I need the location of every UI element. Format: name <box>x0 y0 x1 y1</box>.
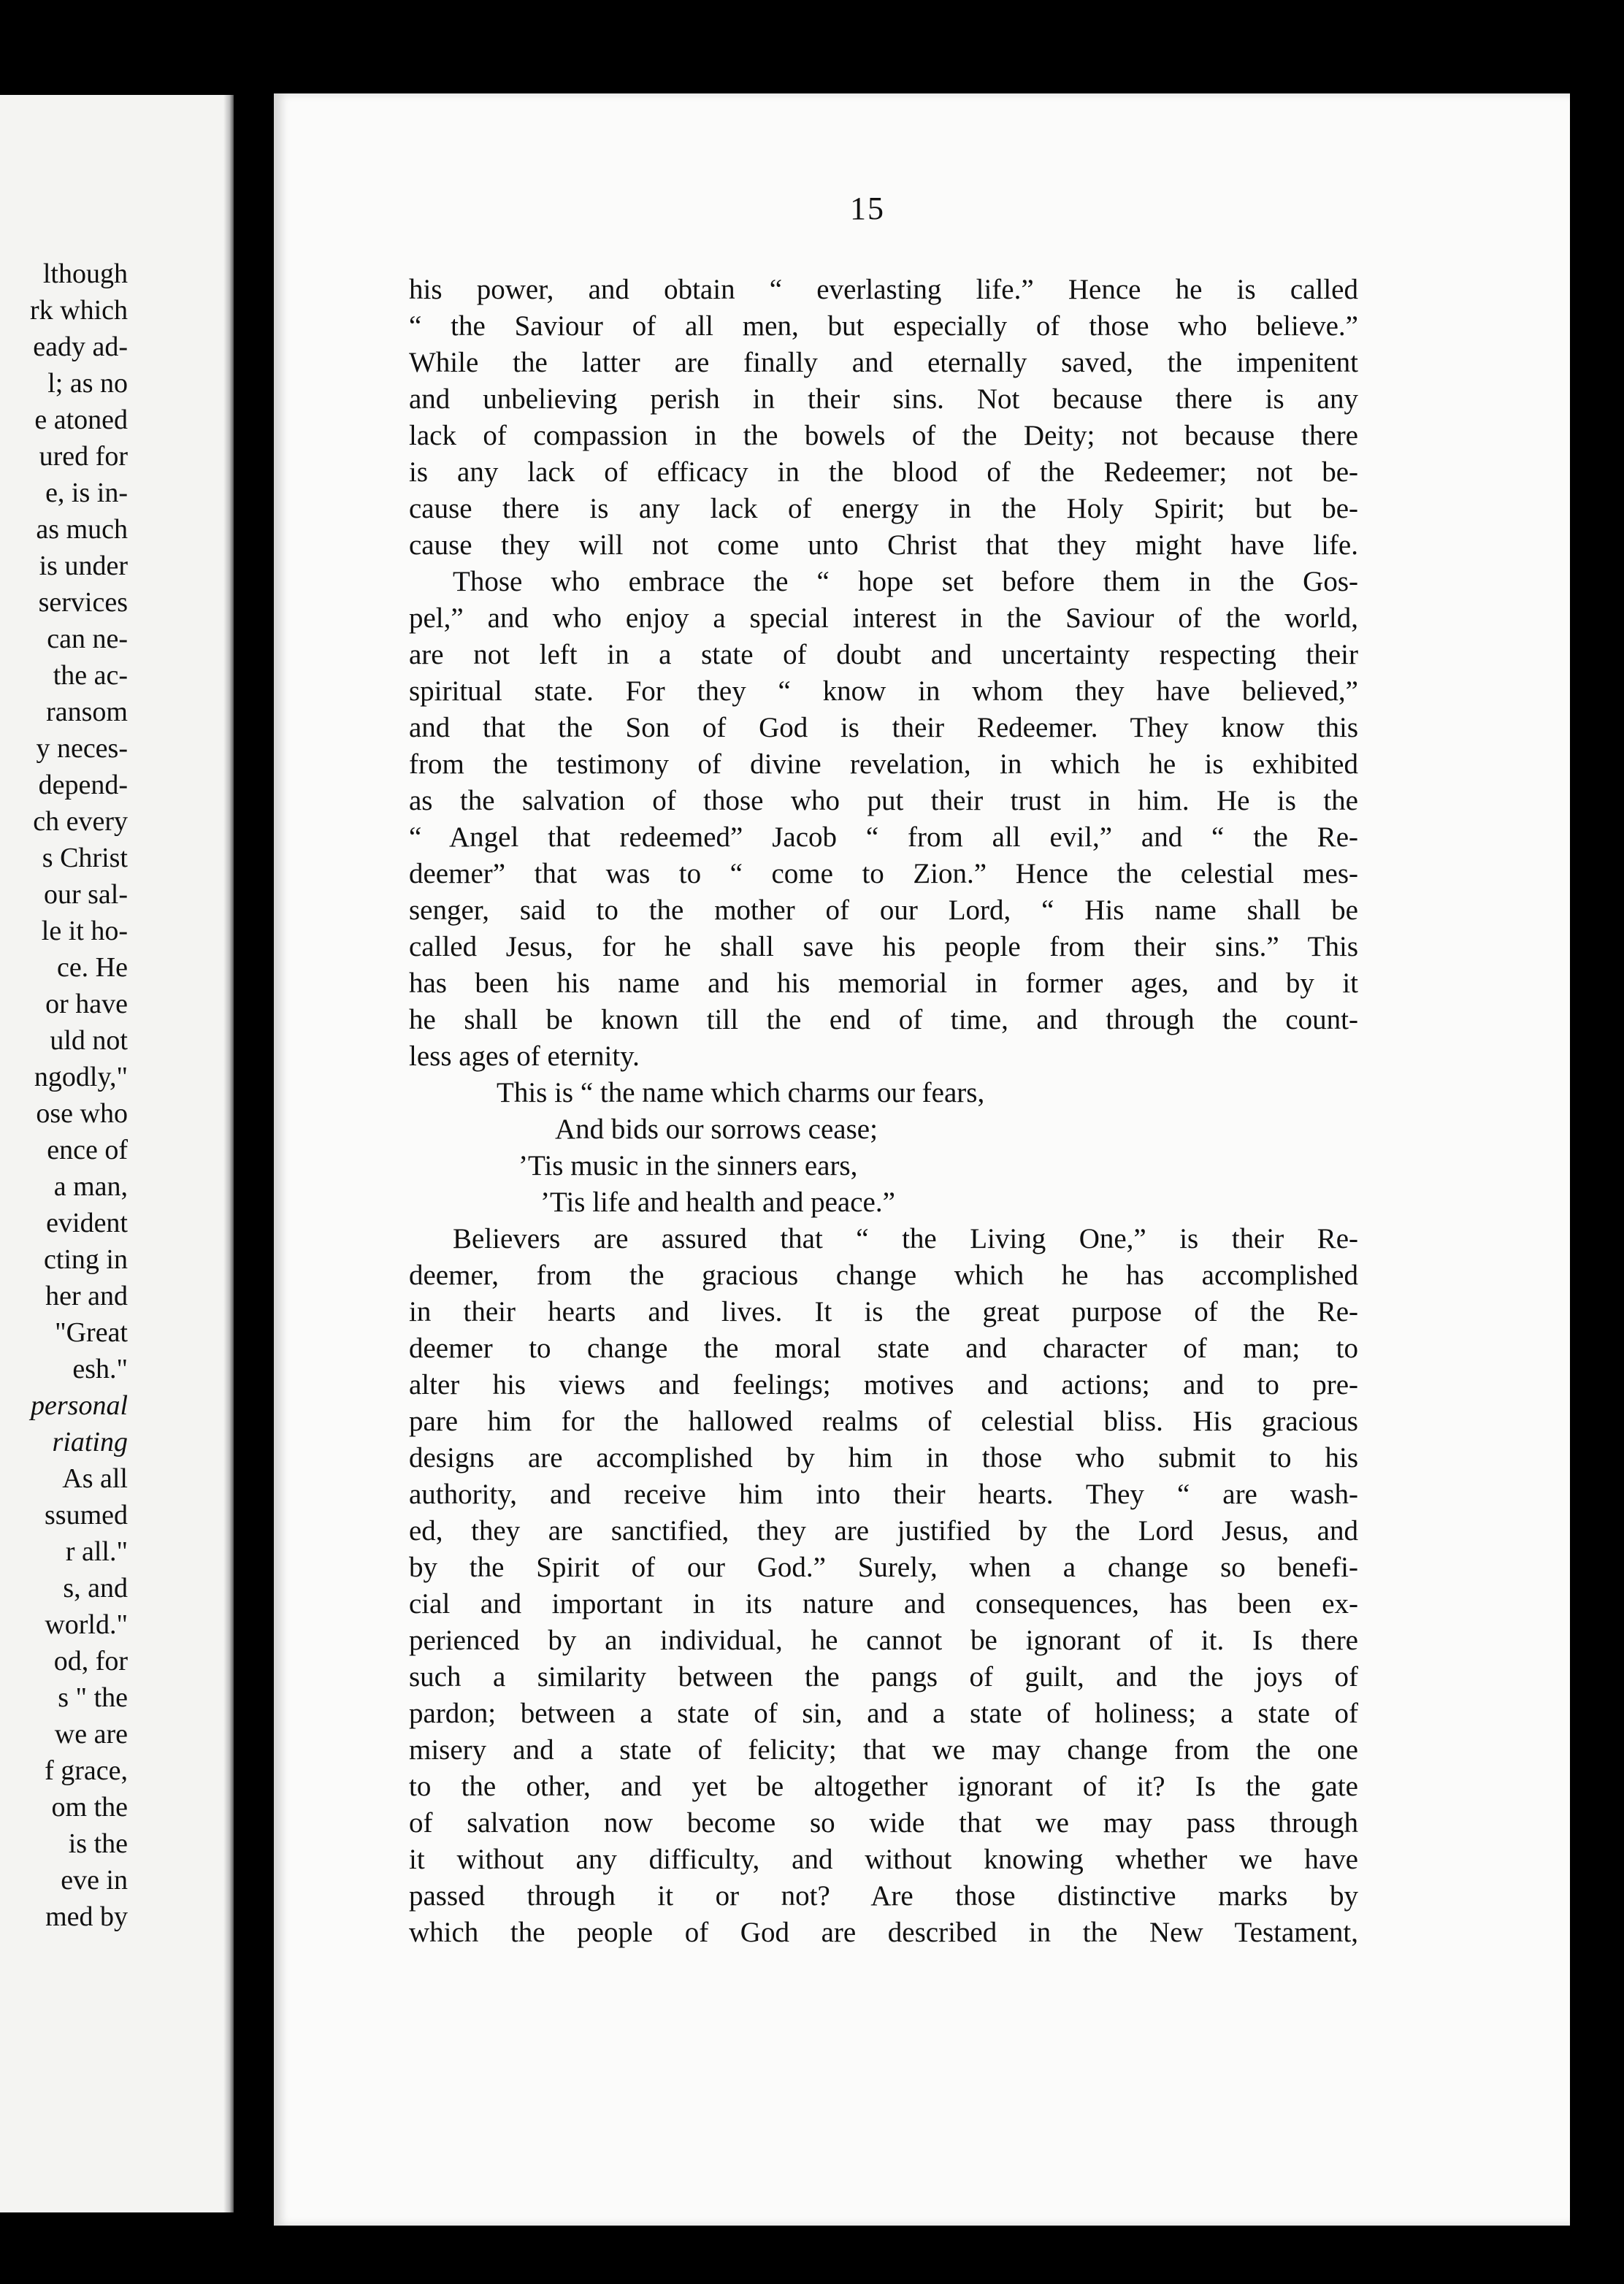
left-page-line: ngodly," <box>34 1062 128 1092</box>
left-page-line: personal <box>31 1390 128 1421</box>
left-page-line: y neces- <box>36 733 128 764</box>
text-line: pardon; between a state of sin, and a state of holiness; a state of <box>409 1698 1358 1729</box>
text-line: as the salvation of those who put their trust in him. He is the <box>409 785 1358 816</box>
text-line: is any lack of efficacy in the blood of the Redeemer; not be- <box>409 456 1358 488</box>
left-page-line: her and <box>45 1281 128 1311</box>
left-page-line: ured for <box>39 441 128 472</box>
text-line: called Jesus, for he shall save his people from their sins.” This <box>409 931 1358 962</box>
verse-line: ’Tis music in the sinners ears, <box>518 1150 858 1181</box>
left-page-line: ssumed <box>45 1500 128 1530</box>
text-line: such a similarity between the pangs of guilt, and the joys of <box>409 1661 1358 1693</box>
left-page-line: ransom <box>46 697 128 727</box>
text-line: it without any difficulty, and without knowing whether we have <box>409 1844 1358 1875</box>
text-line: pare him for the hallowed realms of celestial bliss. His gracious <box>409 1406 1358 1437</box>
text-line: “ the Saviour of all men, but especially of those who believe.” <box>409 310 1358 342</box>
text-line: deemer, from the gracious change which he has accomplished <box>409 1260 1358 1291</box>
text-line: senger, said to the mother of our Lord, “ His name shall be <box>409 894 1358 926</box>
left-page-line: ence of <box>47 1135 128 1165</box>
left-page-fragment <box>0 95 234 2212</box>
text-line: which the people of God are described in the New Testament, <box>409 1917 1358 1948</box>
left-page-line: is under <box>39 551 128 581</box>
left-page-line: lthough <box>42 258 128 289</box>
left-page-line: rk which <box>29 295 128 326</box>
text-line: misery and a state of felicity; that we may change from the one <box>409 1734 1358 1766</box>
left-page-line: s, and <box>63 1573 128 1603</box>
text-line: deemer” that was to “ come to Zion.” Hence the celestial mes- <box>409 858 1358 889</box>
left-page-line: s " the <box>58 1682 128 1713</box>
left-page-line: f grace, <box>45 1755 128 1786</box>
left-page-line: riating <box>52 1427 128 1457</box>
left-page-line: s Christ <box>42 843 128 873</box>
left-page-line: esh." <box>72 1354 128 1384</box>
text-line: in their hearts and lives. It is the great purpose of the Re- <box>409 1296 1358 1327</box>
text-line: and unbelieving perish in their sins. Not because there is any <box>409 383 1358 415</box>
left-page-line: our sal- <box>43 879 128 910</box>
text-line: designs are accomplished by him in those who submit to his <box>409 1442 1358 1474</box>
left-page-line: eve in <box>61 1865 128 1896</box>
left-page-line: can ne- <box>47 624 128 654</box>
text-line: cial and important in its nature and consequences, has been ex- <box>409 1588 1358 1620</box>
left-page-line: e atoned <box>34 405 128 435</box>
text-line: cause there is any lack of energy in the Holy Spirit; but be- <box>409 493 1358 524</box>
text-line: perienced by an individual, he cannot be ignorant of it. Is there <box>409 1625 1358 1656</box>
text-line: pel,” and who enjoy a special interest in the Saviour of the world, <box>409 602 1358 634</box>
text-line: Those who embrace the “ hope set before them in the Gos- <box>453 566 1358 597</box>
left-page-line: ce. He <box>56 952 128 983</box>
left-page-line: ch every <box>33 806 128 837</box>
page-fold <box>223 95 234 2212</box>
left-page-line: cting in <box>43 1244 128 1275</box>
left-page-line: le it ho- <box>41 916 128 946</box>
left-page-line: uld not <box>50 1025 128 1056</box>
text-line: from the testimony of divine revelation, in which he is exhibited <box>409 748 1358 780</box>
text-line: ed, they are sanctified, they are justified by the Lord Jesus, and <box>409 1515 1358 1547</box>
left-page-line: e, is in- <box>45 478 128 508</box>
text-line: his power, and obtain “ everlasting life.” Hence he is called <box>409 274 1358 305</box>
left-page-line: med by <box>45 1901 128 1932</box>
left-page-line: is the <box>68 1828 128 1859</box>
page-number: 15 <box>850 191 885 226</box>
text-line: authority, and receive him into their hearts. They “ are wash- <box>409 1479 1358 1510</box>
text-line: are not left in a state of doubt and uncertainty respecting their <box>409 639 1358 670</box>
left-page-line: services <box>38 587 128 618</box>
text-line: “ Angel that redeemed” Jacob “ from all evil,” and “ the Re- <box>409 821 1358 853</box>
text-line: spiritual state. For they “ know in whom they have believed,” <box>409 675 1358 707</box>
text-line: he shall be known till the end of time, and through the count- <box>409 1004 1358 1035</box>
left-page-line: as much <box>36 514 128 545</box>
left-page-line: world." <box>45 1609 128 1640</box>
verse-line: This is “ the name which charms our fears, <box>497 1077 985 1108</box>
text-line: lack of compassion in the bowels of the Deity; not because there <box>409 420 1358 451</box>
left-page-line: we are <box>54 1719 128 1750</box>
text-line: While the latter are finally and eternally saved, the impenitent <box>409 347 1358 378</box>
left-page-line: As all <box>62 1463 128 1494</box>
left-page-line: ose who <box>36 1098 128 1129</box>
left-page-line: the ac- <box>53 660 128 691</box>
left-page-line: a man, <box>53 1171 128 1202</box>
left-page-line: r all." <box>65 1536 128 1567</box>
left-page-line: or have <box>45 989 128 1019</box>
left-page-line: l; as no <box>47 368 128 399</box>
text-line: of salvation now become so wide that we may pass through <box>409 1807 1358 1839</box>
left-page-line: od, for <box>53 1646 128 1676</box>
left-page-line: "Great <box>55 1317 128 1348</box>
verse-line: And bids our sorrows cease; <box>555 1114 878 1145</box>
left-page-line: evident <box>46 1208 128 1238</box>
text-line: deemer to change the moral state and character of man; to <box>409 1333 1358 1364</box>
left-page-line: om the <box>51 1792 128 1823</box>
text-line: passed through it or not? Are those distinctive marks by <box>409 1880 1358 1912</box>
verse-line: ’Tis life and health and peace.” <box>540 1187 895 1218</box>
text-line: and that the Son of God is their Redeemer. They know this <box>409 712 1358 743</box>
text-line: less ages of eternity. <box>409 1041 640 1072</box>
text-line: Believers are assured that “ the Living One,” is their Re- <box>453 1223 1358 1254</box>
text-line: to the other, and yet be altogether ignorant of it? Is the gate <box>409 1771 1358 1802</box>
left-page-line: eady ad- <box>33 332 128 362</box>
text-line: has been his name and his memorial in former ages, and by it <box>409 967 1358 999</box>
text-line: alter his views and feelings; motives and actions; and to pre- <box>409 1369 1358 1400</box>
left-page-line: depend- <box>38 770 128 800</box>
text-line: by the Spirit of our God.” Surely, when a change so benefi- <box>409 1552 1358 1583</box>
text-line: cause they will not come unto Christ that they might have life. <box>409 529 1358 561</box>
